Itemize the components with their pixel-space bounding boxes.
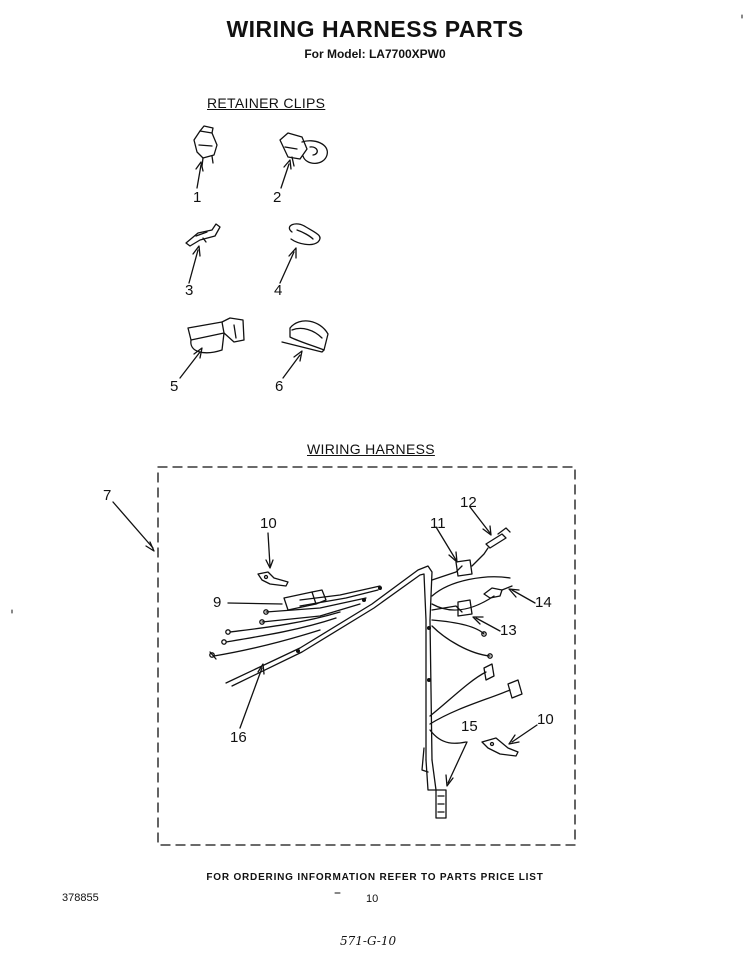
callout-2: 2	[273, 189, 282, 206]
retainer-clip-3-drawing	[186, 224, 220, 246]
page-number: 10	[366, 893, 379, 905]
callout-16: 16	[230, 729, 247, 746]
retainer-clip-4-drawing	[289, 224, 320, 245]
document-number: 378855	[62, 892, 99, 904]
callout-11: 11	[430, 515, 446, 532]
retainer-clip-6-drawing	[282, 321, 328, 352]
callout-13: 13	[500, 622, 517, 639]
callout-4: 4	[274, 282, 283, 299]
retainer-clip-2-drawing	[280, 133, 327, 166]
callout-10-top: 10	[260, 515, 277, 532]
callout-12: 12	[460, 494, 477, 511]
callout-14: 14	[535, 594, 552, 611]
callout-15: 15	[461, 718, 478, 735]
callout-1: 1	[193, 189, 202, 206]
page-title: WIRING HARNESS PARTS	[226, 16, 524, 42]
ordering-info: FOR ORDERING INFORMATION REFER TO PARTS PRICE LIST	[206, 872, 544, 883]
handwritten-code: 571-G-10	[340, 934, 397, 948]
wiring-harness-boundary	[158, 467, 575, 845]
callout-6: 6	[275, 378, 284, 395]
callout-7: 7	[103, 487, 112, 504]
retainer-clip-5-drawing	[188, 318, 244, 353]
wiring-harness-heading: WIRING HARNESS	[307, 441, 435, 457]
callout-7-leader	[113, 502, 153, 548]
callout-10-bottom: 10	[537, 711, 554, 728]
callout-5: 5	[170, 378, 179, 395]
wiring-harness-drawing	[210, 528, 522, 818]
model-subtitle: For Model: LA7700XPW0	[304, 47, 446, 61]
retainer-clip-1-drawing	[194, 126, 217, 166]
callout-9: 9	[213, 594, 222, 611]
retainer-clips-heading: RETAINER CLIPS	[207, 95, 326, 111]
callout-3: 3	[185, 282, 194, 299]
